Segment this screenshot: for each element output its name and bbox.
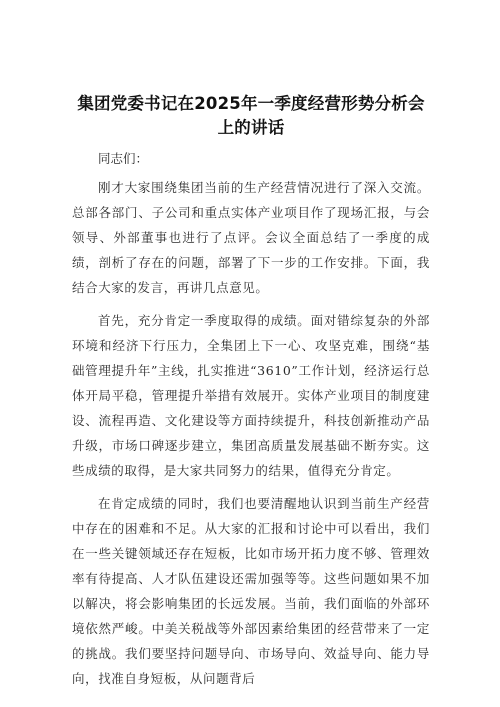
salutation: 同志们： <box>98 151 149 166</box>
paragraph-1: 刚才大家围绕集团当前的生产经营情况进行了深入交流。总部各部门、子公司和重点实体产业项目作了现场汇报，与会领导、外部董事也进行了点评。会议全面总结了一季度的成绩，剖析了存在的问题，部署了下一步的工作安排。下面，我结合大家的发言，再讲几点意见。 <box>72 180 430 295</box>
title-line-1: 集团党委书记在2025年一季度经营形势分析会 <box>77 94 425 113</box>
paragraph-2: 首先，充分肯定一季度取得的成绩。面对错综复杂的外部环境和经济下行压力，全集团上下一心、攻坚克难，围绕“基础管理提升年”主线，扎实推进“3610”工作计划，经济运行总体开局平稳，管理提升举措有效展开。实体产业项目的制度建设、流程再造、文化建设等方面持续提升，科技创新推动产品升级，市场口碑逐步建立，集团高质量发展基础不断夯实。这些成绩的取得，是大家共同努力的结果，值得充分肯定。 <box>72 313 430 478</box>
document-title <box>72 92 430 140</box>
title-line-2: 上的讲话 <box>217 118 285 137</box>
paragraph-3: 在肯定成绩的同时，我们也要清醒地认识到当前生产经营中存在的困难和不足。从大家的汇报和讨论中可以看出，我们在一些关键领域还存在短板，比如市场开拓力度不够、管理效率有待提高、人才队伍建设还需加强等等。这些问题如果不加以解决，将会影响集团的长远发展。当前，我们面临的外部环境依然严峻。中美关税战等外部因素给集团的经营带来了一定的挑战。我们要坚持问题导向、市场导向、效益导向、能力导向，找准自身短板，从问题背后 <box>72 496 430 686</box>
